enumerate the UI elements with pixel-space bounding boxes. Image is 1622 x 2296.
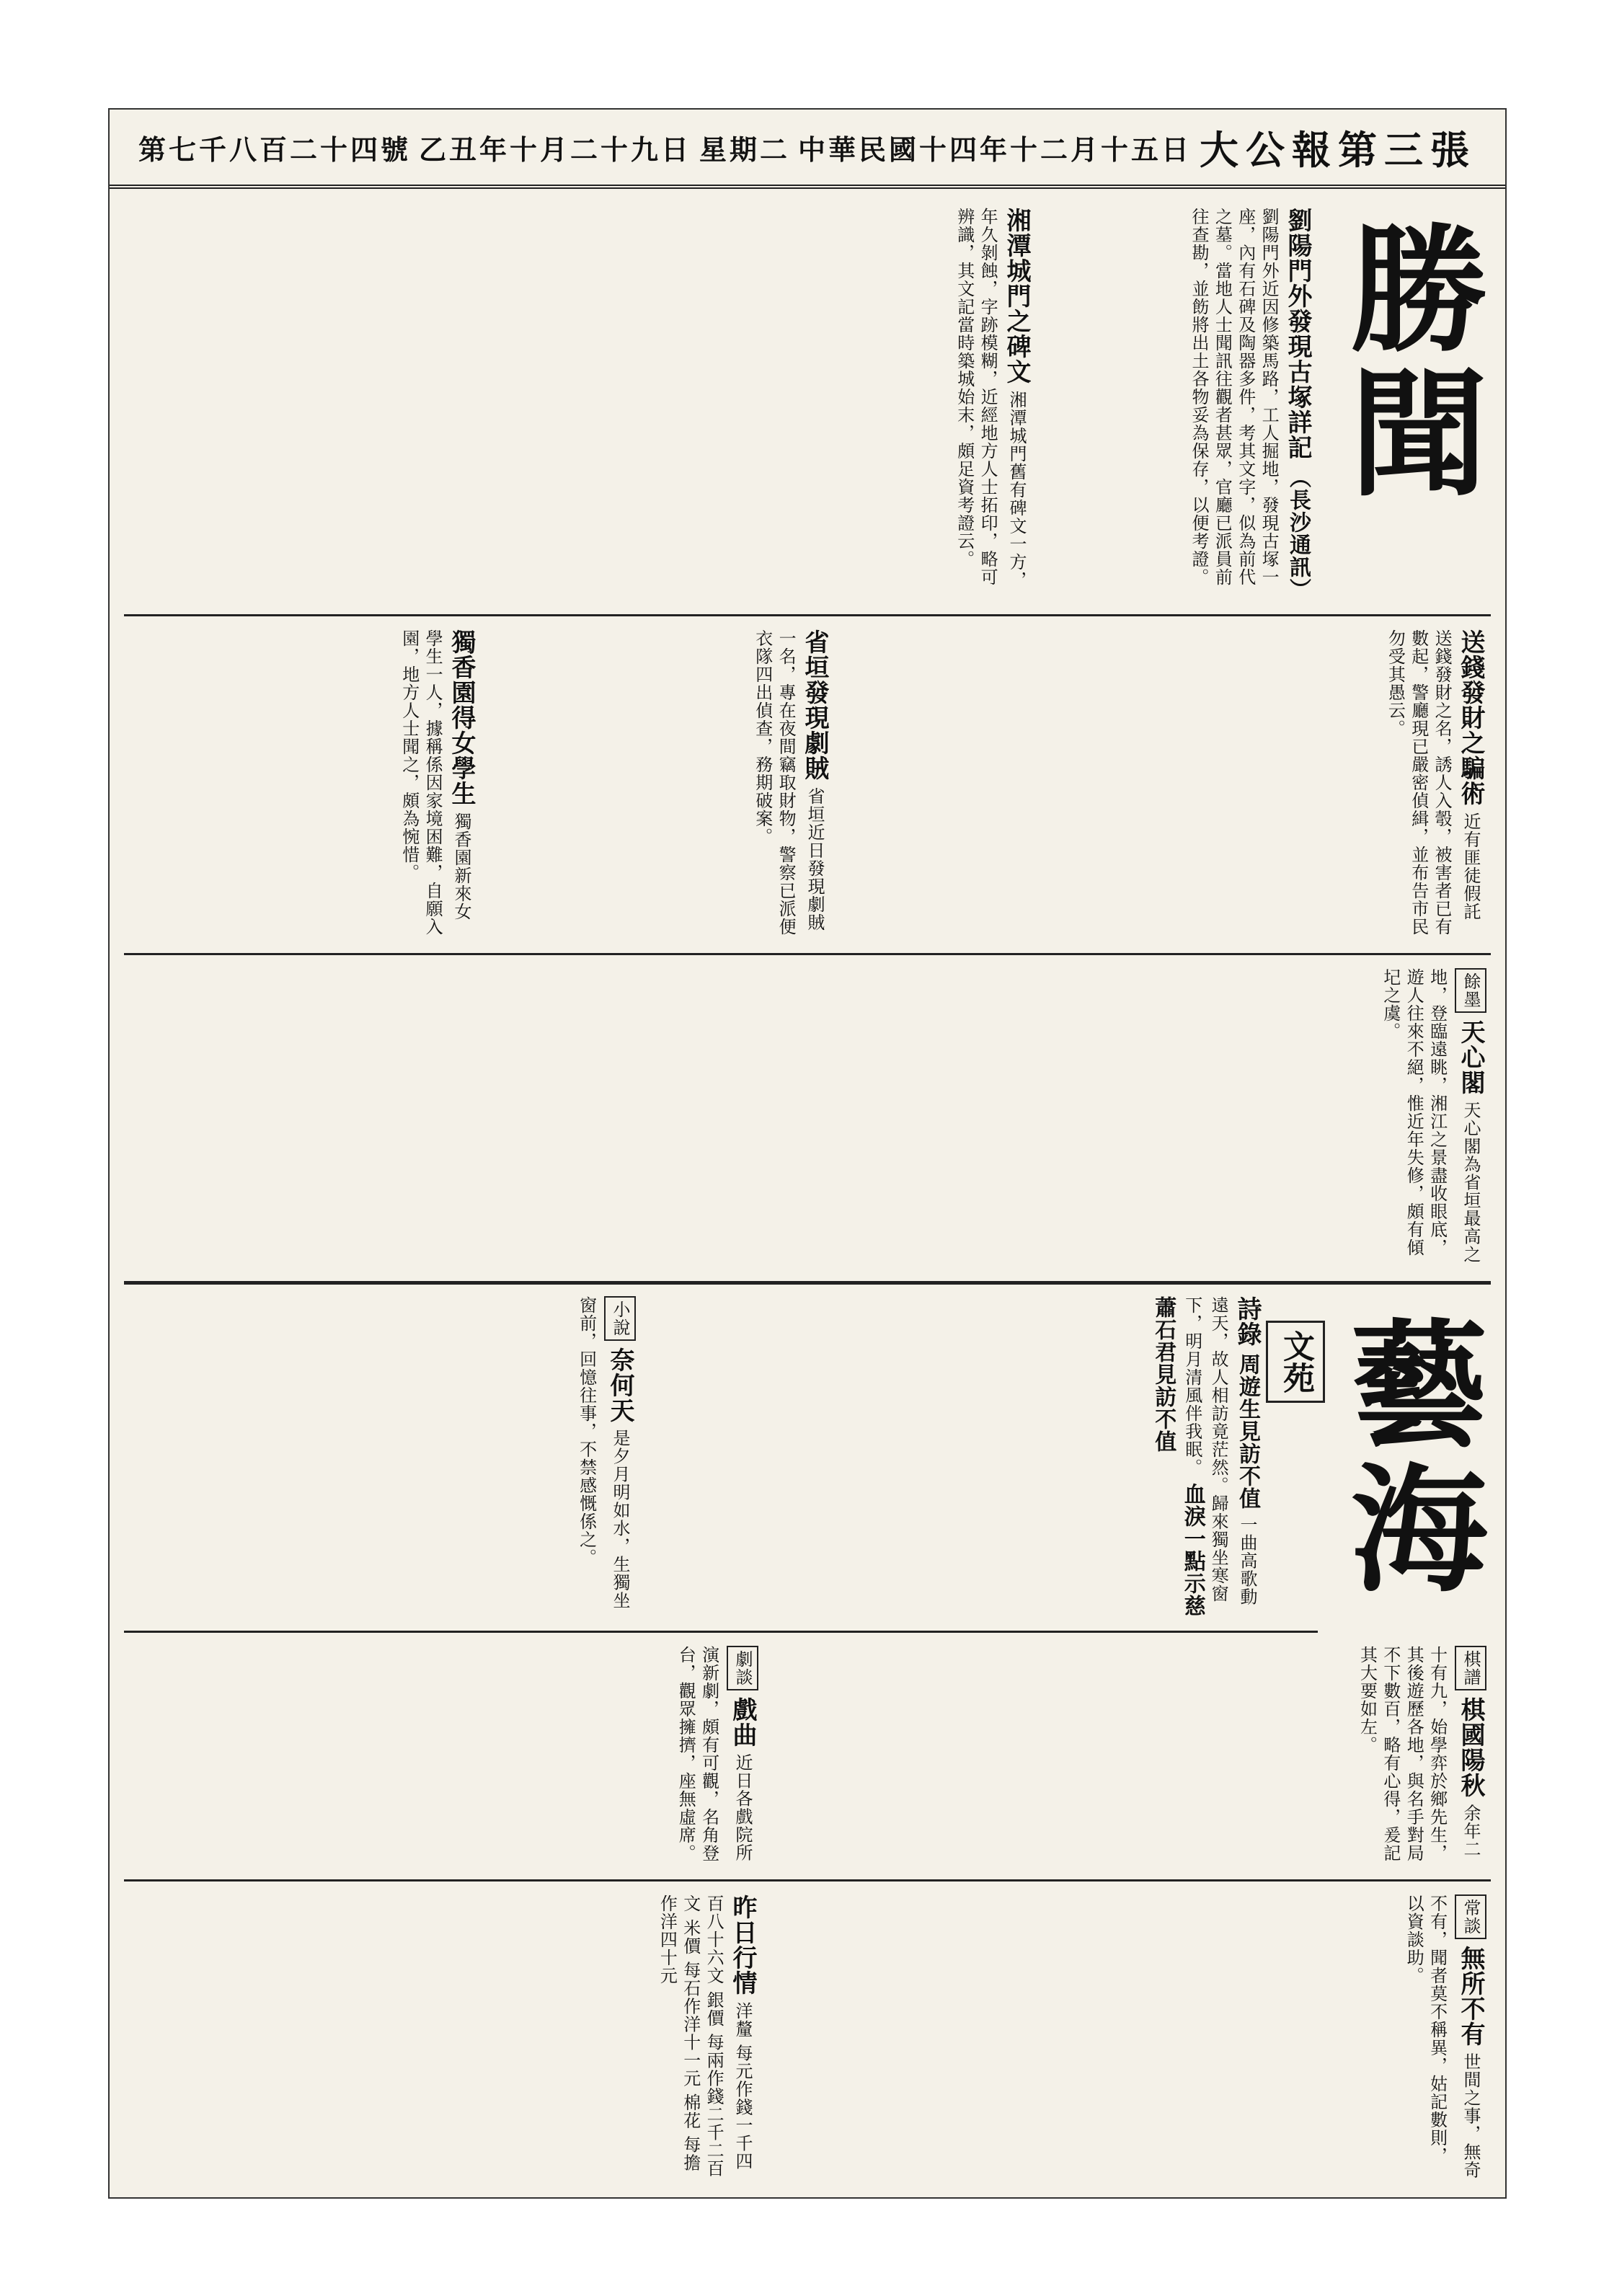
misc-title: 無所不有 (1456, 1945, 1485, 2047)
chess-title: 棋國陽秋 (1456, 1696, 1485, 1798)
paper-name: 大公報第三張 (1200, 126, 1476, 173)
novel-label: 小說 (604, 1296, 636, 1341)
article-fraud-headline: 送錢發財之騙術 (1456, 629, 1485, 806)
drama-body: 近日各戲院所演新劇，頗有可觀，名角登台，觀眾擁擠，座無虛席。 (675, 1646, 753, 1862)
article-fraud (842, 625, 1491, 942)
article-fraud-body: 近有匪徒假託送錢發財之名，誘人入彀，被害者已有數起，警廳現已嚴密偵緝，並布告市民勿受其愚云。 (1385, 629, 1481, 936)
rule-top-upper (124, 614, 1491, 616)
article-schoolgirl (121, 625, 482, 942)
news-section-title: 勝聞 (1328, 218, 1489, 506)
article-liuyang-body: 劉陽門外近因修築馬路，工人掘地，發現古塚一座，內有石碑及陶器多件，考其文字，似為前代之墓。當地人士聞訊往觀者甚眾，官廳已派員前往查勘，並飭將出土各物妥為保存，以便考證。 (1188, 208, 1280, 586)
day-label: 星期二 (699, 133, 791, 166)
article-thief (489, 625, 835, 942)
market-row: 棉花 每擔作洋四十元 (657, 1894, 701, 2172)
misc-column (770, 1890, 1491, 2186)
chess-column (770, 1641, 1491, 1872)
column-label-wenyuan: 文苑 (1266, 1321, 1325, 1403)
market-row: 米價 每石作洋十一元 (680, 1918, 701, 2088)
date-west: 中華民國十四年十二月十五日 (798, 133, 1192, 166)
poetry-label: 詩錄 (1233, 1296, 1262, 1347)
article-schoolgirl-body: 獨香園新來女學生一人，據稱係因家境困難，自願入園，地方人士聞之，頗為惋惜。 (399, 629, 471, 936)
rule-lower-1 (124, 1631, 1318, 1633)
market-row: 銀價 每兩作錢二千二百文 (680, 1894, 724, 2178)
rule-lower-2 (124, 1879, 1491, 1881)
rule-section-divider (124, 1281, 1491, 1285)
market-row: 洋釐 每元作錢一千四百八十六文 (704, 1894, 753, 2171)
column-label-yumo: 餘墨 (1455, 968, 1486, 1013)
drama-label: 劇談 (727, 1646, 758, 1690)
article-xiangtan-stele (763, 203, 1037, 607)
article-tianxin-headline: 天心閣 (1456, 1019, 1485, 1095)
article-tianxin-body: 天心閣為省垣最高之地，登臨遠眺，湘江之景盡收眼底，遊人往來不絕，惟近年失修，頗有傾圮之虞。 (1380, 968, 1481, 1264)
misc-label: 常談 (1455, 1894, 1486, 1939)
article-liuyang-headline: 劉陽門外發現古塚詳記 (1283, 208, 1312, 460)
arts-section-title: 藝海 (1328, 1313, 1489, 1602)
article-schoolgirl-headline: 獨香園得女學生 (447, 629, 476, 806)
poem-title-2: 血淚一點示慈 (1179, 1482, 1205, 1617)
article-thief-body: 省垣近日發現劇賊一名，專在夜間竊取財物，警察已派便衣隊四出偵查，務期破案。 (752, 629, 825, 936)
novel-title: 奈何天 (606, 1347, 634, 1423)
article-xiangtan-headline: 湘潭城門之碑文 (1002, 208, 1031, 384)
drama-title: 戲曲 (728, 1696, 757, 1747)
novel-column (121, 1292, 640, 1623)
article-xiangtan-body: 湘潭城門舊有碑文一方，年久剝蝕，字跡模糊，近經地方人士拓印，略可辨識，其文記當時築城始末，頗足資考證云。 (954, 208, 1027, 589)
novel-body: 是夕月明如水，生獨坐窗前，回憶往事，不禁感慨係之。 (576, 1296, 630, 1610)
poem-title-1: 周遊生見訪不值 (1235, 1352, 1260, 1510)
poem-title-3: 蕭石君見訪不值 (1151, 1296, 1176, 1453)
article-tianxin-pavilion (986, 964, 1491, 1274)
poetry-column (647, 1292, 1267, 1623)
daily-market-title: 昨日行情 (728, 1894, 757, 1995)
article-liuyang-tomb (1044, 203, 1318, 607)
article-thief-headline: 省垣發現劇賊 (800, 629, 829, 781)
rule-middle (124, 953, 1491, 955)
masthead (110, 110, 1505, 189)
issue-number: 第七千八百二十四號 (138, 133, 412, 166)
chess-label: 棋譜 (1455, 1646, 1486, 1690)
drama-column (121, 1641, 763, 1872)
daily-market-column (121, 1890, 763, 2186)
article-liuyang-tag: （長沙通訊） (1285, 466, 1311, 600)
date-lunar: 乙丑年十月二十九日 (419, 133, 692, 166)
chess-body: 余年二十有九，始學弈於鄉先生，其後遊歷各地，與名手對局不下數百，略有心得，爰記其大要如左。 (1357, 1646, 1481, 1862)
poem-body: 一曲高歌動遠天，故人相訪竟茫然。歸來獨坐寒窗下，明月清風伴我眠。 (1182, 1296, 1257, 1606)
newspaper-page (108, 108, 1507, 2199)
misc-body: 世間之事，無奇不有，聞者莫不稱異，姑記數則，以資談助。 (1404, 1894, 1481, 2179)
